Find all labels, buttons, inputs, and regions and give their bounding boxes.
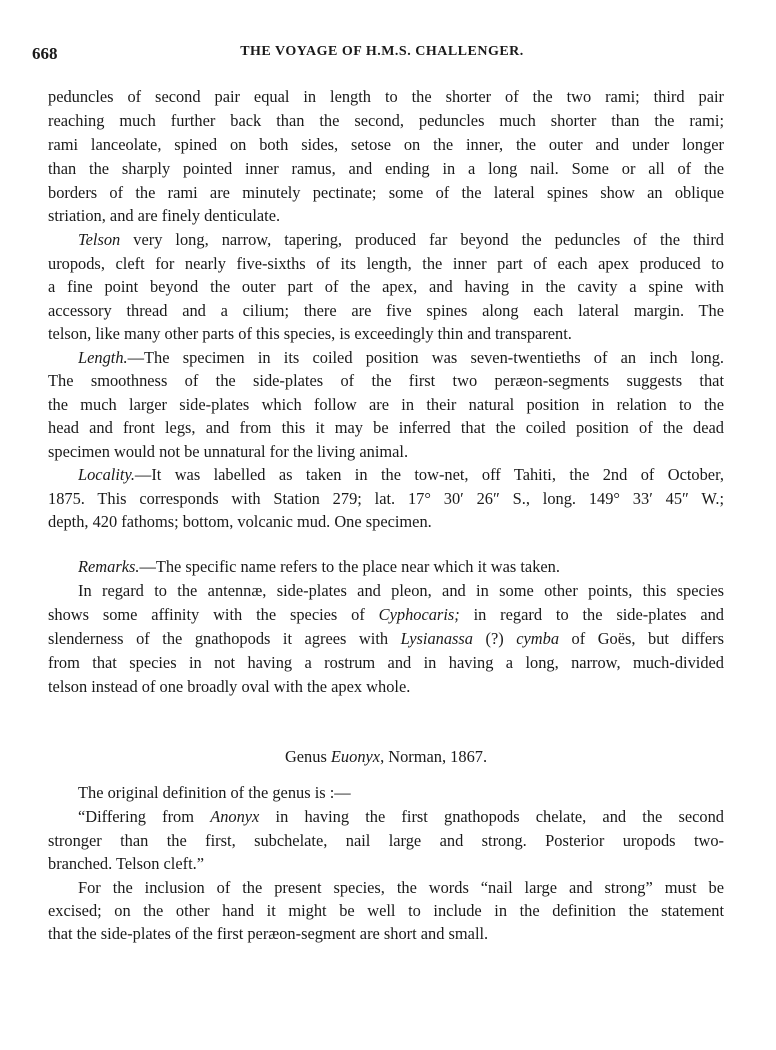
text-line: For the inclusion of the present species, the words “nail large and strong” must be [78,878,724,897]
text-line: peduncles of second pair equal in length to the shorter of the two rami; third pair [48,87,724,106]
page-header [32,44,732,66]
text-line: rami lanceolate, spined on both sides, setose on the inner, the outer and under longer [48,135,724,154]
text-line: In regard to the antennæ, side-plates and pleon, and in some other points, this species [78,581,724,600]
text-line: slenderness of the gnathopods it agrees with Lysianassa (?) cymba of Goës, but differs [48,629,724,648]
genus-name: Euonyx [330,747,381,766]
text-line: shows some affinity with the species of Cyphocaris; in regard to the side-plates and [48,605,724,624]
telson-heading: Telson [78,230,121,249]
text-line: the much larger side-plates which follow are in their natural position in relation to the [48,395,724,414]
text-line: accessory thread and a cilium; there are five spines along each lateral margin. The [48,301,724,320]
text-line: depth, 420 fathoms; bottom, volcanic mud. One specimen. [48,512,432,531]
page-number: 668 [32,44,58,63]
text-line: borders of the rami are minutely pectinate; some of the lateral spines show an oblique [48,183,724,202]
text-line: striation, and are finely denticulate. [48,206,281,225]
text-line: than the sharply pointed inner ramus, and ending in a long nail. Some or all of the [48,159,724,178]
text-line: specimen would not be unnatural for the living animal. [48,442,409,461]
definition-intro: The original definition of the genus is :— [78,783,351,802]
text-line: reaching much further back than the second, peduncles much shorter than the rami; [48,111,724,130]
taxon-name: Cyphocaris; [378,605,460,624]
remarks-paragraph: Remarks.—The specific name refers to the place near which it was taken. [78,557,560,576]
quote-line: stronger than the first, subchelate, nail large and strong. Posterior uropods two- [48,831,724,850]
text-line: from that species in not having a rostrum and in having a long, narrow, much-divided [48,653,724,672]
text-line: telson, like many other parts of this species, is exceedingly thin and transparent. [48,324,572,343]
text-line: excised; on the other hand it might be well to include in the definition the statement [48,901,724,920]
text-line: head and front legs, and from this it may be inferred that the coiled position of the dead [48,418,724,437]
text-line: telson instead of one broadly oval with the apex whole. [48,677,411,696]
text-line: The smoothness of the side-plates of the first two peræon-segments suggests that [48,371,724,390]
taxon-name: Lysianassa [400,629,473,648]
length-paragraph-start: Length.—The specimen in its coiled position was seven-twentieths of an inch long. [78,348,724,367]
quote-line: “Differing from Anonyx in having the first gnathopods chelate, and the second [78,807,724,826]
running-title: THE VOYAGE OF H.M.S. CHALLENGER. [240,44,524,59]
genus-heading: Genus Euonyx, Norman, 1867. [284,747,488,766]
text-line: a fine point beyond the outer part of the apex, and having in the cavity a spine with [48,277,724,296]
text-line: that the side-plates of the first peræon-segment are short and small. [48,924,489,943]
taxon-name: cymba [516,629,560,648]
telson-paragraph-start: Telson very long, narrow, tapering, produced far beyond the peduncles of the third [78,230,724,249]
taxon-name: Anonyx [210,807,260,826]
remarks-heading: Remarks. [78,557,140,576]
quote-line: branched. Telson cleft.” [48,854,205,873]
length-heading: Length. [78,348,128,367]
locality-heading: Locality. [78,465,135,484]
locality-paragraph-start: Locality.—It was labelled as taken in the tow-net, off Tahiti, the 2nd of October, [78,465,724,484]
text-line: 1875. This corresponds with Station 279; lat. 17° 30′ 26″ S., long. 149° 33′ 45″ W.; [48,489,724,508]
text-line: uropods, cleft for nearly five-sixths of its length, the inner part of each apex produced to [48,254,724,273]
